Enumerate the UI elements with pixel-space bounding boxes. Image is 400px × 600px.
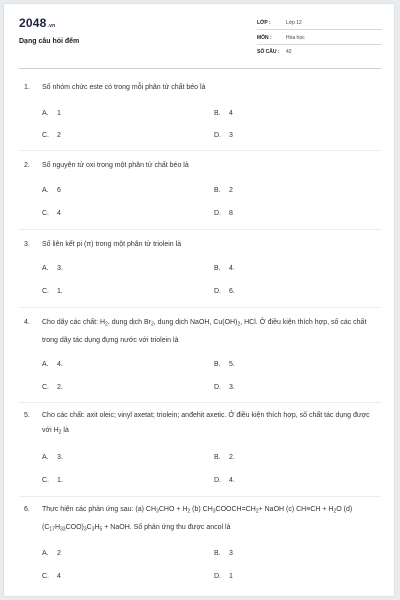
option-value: 4 [229,110,233,117]
option-value: 4. [57,361,63,368]
option-b[interactable] [214,110,233,117]
text-part: COOCH=CH [215,506,256,513]
question-divider [19,229,381,230]
question-text: Số liên kết pi (π) trong một phân tử triolein là [42,241,182,248]
option-value: 2 [57,550,61,557]
text-part: H [94,523,100,531]
text-part: H [54,523,61,531]
option-value: 2. [229,454,235,461]
worksheet-header [4,4,394,64]
question-text [42,502,380,537]
option-c[interactable] [42,288,63,295]
option-value: 3. [229,384,235,391]
option-value: 3 [229,132,233,139]
meta-class [257,20,382,26]
option-letter: B. [214,361,221,368]
question-number: 1. [24,84,30,91]
option-letter: B. [214,187,221,194]
option-letter: D. [214,210,221,217]
text-part: (b) CH [190,506,213,513]
option-d[interactable] [214,132,233,139]
site-logo[interactable] [19,16,55,30]
text-part: , dung dịch Br [107,319,152,326]
text-part: + NaOH (c) CH≡CH + H [258,506,334,513]
subscript: 2 [237,321,241,328]
text-part: Cho dãy các chất: H [42,319,106,326]
question-number: 4. [24,319,30,326]
option-letter: B. [214,110,221,117]
option-c[interactable] [42,132,61,139]
subscript: 3 [156,508,159,515]
text-part: COO) [65,523,84,531]
option-letter: D. [214,477,221,484]
meta-class-value: Lớp 12 [286,20,302,26]
question-number: 2. [24,162,30,169]
text-part: là [61,427,69,434]
option-c[interactable] [42,477,63,484]
option-letter: C. [42,210,49,217]
question-number: 6. [24,506,30,513]
option-letter: A. [42,187,49,194]
option-value: 2. [57,384,63,391]
option-c[interactable] [42,210,61,217]
subscript: 17 [49,526,55,532]
subscript: 2 [58,429,62,436]
option-a[interactable] [42,454,63,461]
meta-count-label: SỐ CÂU : [257,49,280,55]
option-c[interactable] [42,384,63,391]
option-c[interactable] [42,573,61,580]
option-value: 4 [57,210,61,217]
text-part: O (d) (C [42,506,353,531]
option-letter: D. [214,288,221,295]
option-value: 2 [229,187,233,194]
question-divider [19,496,381,497]
option-value: 6. [229,288,235,295]
option-value: 5. [229,361,235,368]
option-value: 6 [57,187,61,194]
option-d[interactable] [214,573,233,580]
option-value: 1. [57,288,63,295]
option-letter: A. [42,265,49,272]
question-number: 5. [24,412,30,419]
option-b[interactable] [214,550,233,557]
option-value: 1 [229,573,233,580]
option-b[interactable] [214,265,235,272]
text-part: , HCl. Ở điều kiện thích hợp, số các chất trong dãy tác dụng đựng nước với triolein là [42,319,367,344]
option-value: 4. [229,477,235,484]
option-b[interactable] [214,454,235,461]
option-letter: C. [42,477,49,484]
option-letter: C. [42,288,49,295]
text-part: + NaOH. Số phản ứng thu được ancol là [102,523,231,531]
option-letter: A. [42,454,49,461]
logo-tld: .vn [47,23,56,29]
subscript: 2 [187,508,191,515]
option-value: 8 [229,210,233,217]
logo-text: 2048 [19,16,47,30]
text-part: , dung dịch NaOH, Cu(OH) [153,319,238,326]
header-divider [19,68,381,69]
question-text: Số nguyên tử oxi trong một phân tử chất béo là [42,162,189,169]
option-a[interactable] [42,110,61,117]
option-letter: A. [42,550,49,557]
question-text [42,408,380,441]
option-value: 3. [57,265,63,272]
meta-subject-label: MÔN : [257,35,272,41]
text-part: C [86,523,92,531]
meta-count-value: 42 [286,49,292,55]
option-a[interactable] [42,187,61,194]
subscript: 2 [151,321,154,328]
option-a[interactable] [42,550,61,557]
option-b[interactable] [214,187,233,194]
worksheet-subtitle: Dạng câu hỏi đếm [19,38,80,45]
option-letter: A. [42,361,49,368]
question-text [42,315,380,348]
option-d[interactable] [214,288,235,295]
question-divider [19,307,381,308]
option-letter: C. [42,573,49,580]
question-divider [19,402,381,403]
subscript: 2 [255,508,259,515]
subscript: 33 [60,526,66,532]
option-value: 4. [229,265,235,272]
text-part: Cho các chất: axit oleic; vinyl axetat; triolein; anđehit axetic. Ở điều kiện thích hợp, số chất tác dụng được với H [42,412,370,434]
subscript: 2 [333,508,337,515]
option-letter: B. [214,454,221,461]
option-b[interactable] [214,361,235,368]
option-value: 1. [57,477,63,484]
option-letter: C. [42,132,49,139]
option-letter: D. [214,132,221,139]
option-value: 3 [229,550,233,557]
question-text: Số nhóm chức este có trong mỗi phân tử chất béo là [42,84,206,91]
option-value: 1 [57,110,61,117]
option-letter: C. [42,384,49,391]
meta-subject [257,35,382,41]
question-divider [19,150,381,151]
option-d[interactable] [214,384,235,391]
option-letter: B. [214,550,221,557]
option-a[interactable] [42,265,63,272]
meta-subject-value: Hóa học [286,35,305,41]
subscript: 5 [99,526,103,532]
meta-class-label: LỚP : [257,20,271,26]
option-letter: B. [214,265,221,272]
subscript: 3 [83,526,87,532]
option-d[interactable] [214,477,235,484]
subscript: 3 [212,508,216,515]
subscript: 2 [105,321,108,328]
option-value: 2 [57,132,61,139]
option-letter: A. [42,110,49,117]
option-letter: D. [214,384,221,391]
option-d[interactable] [214,210,233,217]
meta-count [257,49,382,55]
meta-divider [257,29,382,30]
meta-divider [257,44,382,45]
option-value: 4 [57,573,61,580]
question-number: 3. [24,241,30,248]
option-value: 3. [57,454,63,461]
worksheet-page [3,3,395,597]
text-part: Thực hiện các phản ứng sau: (a) CH [42,506,157,513]
text-part: CHO + H [158,506,188,513]
option-a[interactable] [42,361,63,368]
option-letter: D. [214,573,221,580]
subscript: 3 [91,526,95,532]
